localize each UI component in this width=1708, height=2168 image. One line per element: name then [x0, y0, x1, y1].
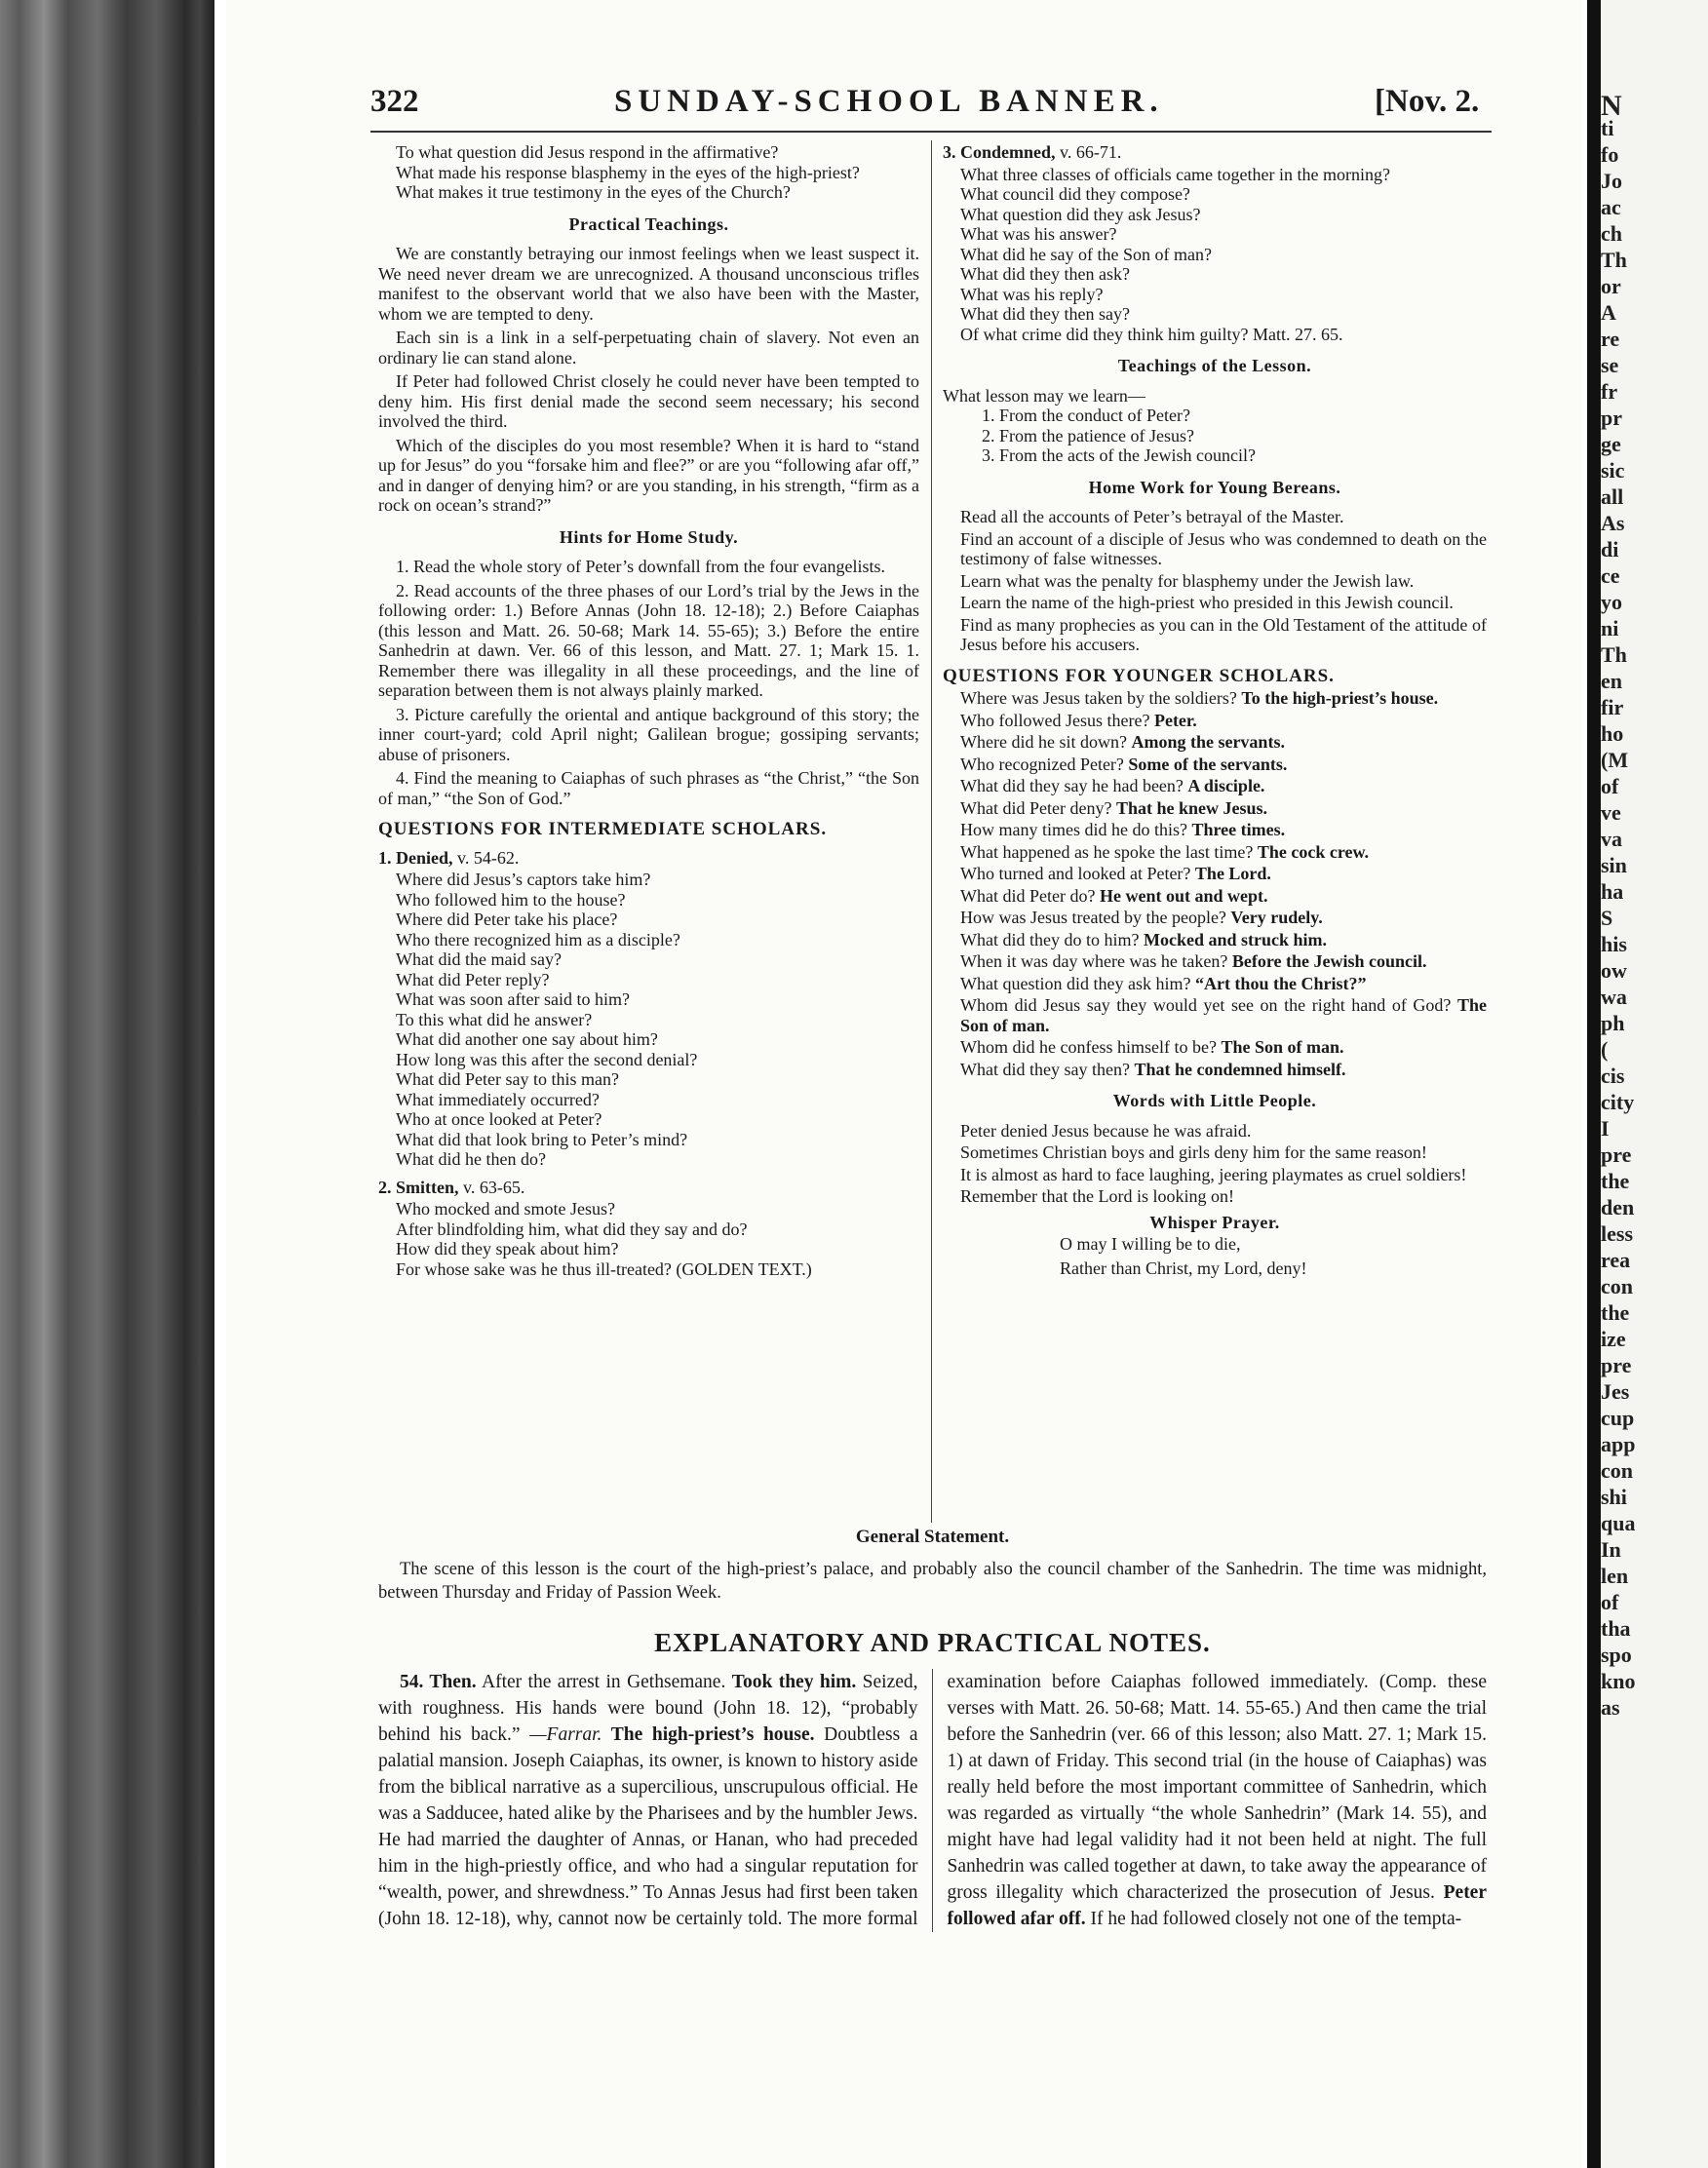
question: After blindfolding him, what did they say and do?	[396, 1219, 748, 1239]
question: What did another one say about him?	[396, 1029, 658, 1049]
adjacent-fragment: S	[1601, 906, 1613, 930]
qa-question: Where was Jesus taken by the soldiers?	[960, 688, 1242, 708]
qa-answer: Peter.	[1153, 710, 1197, 730]
right-column	[943, 142, 1487, 1282]
question: Who at once looked at Peter?	[396, 1109, 602, 1129]
adjacent-fragment: va	[1601, 827, 1622, 851]
teaching-item: 3. From the acts of the Jewish council?	[982, 445, 1256, 465]
qa-item	[943, 711, 1487, 731]
qa-question: What happened as he spoke the last time?	[960, 841, 1258, 862]
question: Of what crime did they think him guilty? Matt. 27. 65.	[960, 324, 1343, 344]
adjacent-fragment: (M	[1601, 748, 1629, 772]
qa-answer: Some of the servants.	[1128, 754, 1288, 774]
qa-question: What did Peter do?	[960, 885, 1100, 906]
adjacent-fragment: ha	[1601, 879, 1624, 904]
adjacent-fragment: len	[1601, 1564, 1629, 1588]
question: What did Peter say to this man?	[396, 1069, 619, 1089]
question: Where did Peter take his place?	[396, 910, 618, 929]
adjacent-fragment: As	[1601, 511, 1625, 535]
little-people-line: Sometimes Christian boys and girls deny him for the same reason!	[960, 1142, 1427, 1162]
qa-question: Whom did Jesus say they would yet see on the right hand of God?	[960, 995, 1457, 1015]
adjacent-fragment: sin	[1601, 853, 1627, 877]
qa-question: What did they do to him?	[960, 929, 1144, 949]
adjacent-fragment: pr	[1601, 406, 1622, 430]
adjacent-fragment: sic	[1601, 458, 1625, 483]
notes-heading: EXPLANATORY AND PRACTICAL NOTES.	[654, 1628, 1211, 1657]
qa-item	[943, 995, 1487, 1035]
adjacent-page-edge	[1601, 0, 1708, 2168]
intro-questions	[378, 142, 919, 203]
question: What council did they compose?	[960, 184, 1190, 204]
intermediate-heading: QUESTIONS FOR INTERMEDIATE SCHOLARS.	[378, 819, 828, 839]
little-people-heading: Words with Little People.	[1112, 1091, 1317, 1110]
issue-date: [Nov. 2.	[1375, 84, 1480, 119]
qa-item	[943, 974, 1487, 994]
adjacent-fragment: shi	[1601, 1485, 1627, 1509]
adjacent-fragment: kno	[1601, 1669, 1636, 1693]
adjacent-fragment: den	[1601, 1195, 1635, 1220]
header-rule	[370, 131, 1492, 133]
qa-answer: Before the Jewish council.	[1231, 951, 1427, 971]
little-people-line: It is almost as hard to face laughing, jeering playmates as cruel soldiers!	[960, 1164, 1467, 1184]
question: What three classes of officials came together in the morning?	[960, 164, 1390, 184]
section-denied: 1. Denied, v. 54-62.	[378, 847, 520, 868]
qa-item	[943, 688, 1487, 709]
adjacent-fragment: of	[1601, 774, 1619, 798]
little-people-list	[943, 1121, 1487, 1207]
question: What was soon after said to him?	[396, 989, 630, 1009]
little-people-line: Remember that the Lord is looking on!	[960, 1186, 1234, 1206]
prayer-line: O may I willing be to die,	[1060, 1234, 1241, 1254]
left-column	[378, 142, 919, 1279]
teachings-heading: Teachings of the Lesson.	[1117, 356, 1312, 375]
hint-item: 1. Read the whole story of Peter’s downfall from the four evangelists.	[396, 557, 886, 576]
homework-item: Find an account of a disciple of Jesus who was condemned to death on the testimony of false witnesses.	[960, 528, 1487, 568]
teachings-intro: What lesson may we learn—	[943, 385, 1145, 406]
question: What immediately occurred?	[396, 1089, 600, 1109]
younger-questions	[943, 688, 1487, 1079]
qa-question: What question did they ask him?	[960, 973, 1195, 993]
homework-item: Find as many prophecies as you can in the Old Testament of the attitude of Jesus before his accusers.	[960, 614, 1487, 654]
paragraph: If Peter had followed Christ closely he could never have been tempted to deny him. His first denial made the second seem necessary; his second involved the third.	[378, 371, 919, 431]
qa-item	[943, 908, 1487, 928]
question: To what question did Jesus respond in the affirmative?	[396, 142, 779, 162]
adjacent-fragment: app	[1601, 1432, 1636, 1456]
adjacent-fragment: ch	[1601, 221, 1622, 246]
column-divider	[931, 140, 932, 1523]
adjacent-fragment: as	[1601, 1695, 1620, 1720]
section-smitten: 2. Smitten, v. 63-65.	[378, 1177, 525, 1197]
homework-item: Learn what was the penalty for blasphemy under the Jewish law.	[960, 570, 1415, 591]
qa-answer: “Art thou the Christ?”	[1194, 973, 1367, 993]
adjacent-fragment: cup	[1601, 1406, 1635, 1430]
qa-item	[943, 755, 1487, 775]
qa-answer: That he knew Jesus.	[1115, 797, 1267, 818]
qa-question: Who followed Jesus there?	[960, 710, 1154, 730]
adjacent-fragment: con	[1601, 1458, 1633, 1483]
homework-item: Read all the accounts of Peter’s betrayal of the Master.	[960, 507, 1344, 526]
adjacent-fragment: ac	[1601, 195, 1621, 219]
adjacent-fragment: N	[1601, 90, 1622, 122]
adjacent-fragment: In	[1601, 1537, 1621, 1562]
qa-question: What did Peter deny?	[960, 797, 1116, 818]
qa-answer: Mocked and struck him.	[1143, 929, 1327, 949]
question: What did Peter reply?	[396, 969, 550, 989]
adjacent-fragment: cis	[1601, 1064, 1625, 1088]
general-text: The scene of this lesson is the court of the high-priest’s palace, and probably also the council chamber of the Sanhedrin. The time was midnight, between Thursday and Friday of Passion Week.	[378, 1560, 1487, 1603]
page-gutter	[1587, 0, 1601, 2168]
adjacent-fragment: less	[1601, 1221, 1633, 1246]
adjacent-fragment: qua	[1601, 1511, 1636, 1535]
denied-questions	[378, 870, 919, 1170]
adjacent-fragment: di	[1601, 537, 1619, 561]
qa-question: Where did he sit down?	[960, 732, 1132, 752]
general-statement	[378, 1527, 1487, 1605]
adjacent-fragment: pre	[1601, 1353, 1632, 1377]
question: What was his answer?	[960, 224, 1117, 244]
homework-list	[943, 507, 1487, 655]
qa-answer: To the high-priest’s house.	[1241, 688, 1439, 708]
page-number: 322	[370, 84, 419, 119]
question: What question did they ask Jesus?	[960, 204, 1201, 224]
adjacent-fragment: Jes	[1601, 1379, 1630, 1404]
adjacent-fragment: fir	[1601, 695, 1624, 719]
qa-answer: He went out and wept.	[1099, 885, 1268, 906]
adjacent-fragment: or	[1601, 274, 1621, 298]
qa-answer: The Lord.	[1194, 864, 1271, 883]
adjacent-fragment: Jo	[1601, 169, 1622, 193]
qa-item	[943, 951, 1487, 972]
hint-item: 2. Read accounts of the three phases of our Lord’s trial by the Jews in the following order: 1.) Before Annas (John 18. 12-18); 2.) Before Caiaphas (this lesson and Matt. 26. 50-68; Mark 14. 55-65); 3.) Before the entire Sanhedrin at dawn. Ver. 66 of this lesson, and Matt. 27. 1; Mark 15. 1. Remember there was illegality in all these proceedings, and the line of separation between them is not always plainly marked.	[378, 580, 919, 700]
notes-paragraph: 54. Then. After the arrest in Gethsemane. Took they him. Seized, with roughness. His hands were bound (John 18. 12), “probably behind his back.” —Farrar. The high-priest’s house. Doubtless a palatial mansion. Joseph Caiaphas, its owner, is known to history aside from the biblical narrative as a supercilious, unscrupulous official. He was a Sadducee, hated alike by the Pharisees and by the humbler Jews. He had married the daughter of Annas, or Hanan, who had preceded him in the high-priestly office, and who had a singular reputation for “wealth, power, and shrewdness.” To Annas Jesus had first been taken (John 18. 12-18), why, cannot now be certainly told. The more formal examination before Caiaphas followed immediately. (Comp. these verses with Matt. 26. 50-68; Matt. 14. 55-65.) And then came the trial before the Sanhedrin (ver. 66 of this lesson; also Matt. 27. 1; Mark 15. 1) at dawn of Friday. This second trial (in the house of Caiaphas) was really held before the most important committee of Sanhedrin, which was regarded as virtually “the whole Sanhedrin” (Mark 14. 55), and might have had legal validity had it not been held at night. The full Sanhedrin was called together at dawn, to take away the appearance of gross illegality which characterized the prosecution of Jesus. Peter followed afar off. If he had followed closely not one of the tempta-	[378, 1672, 1487, 1929]
paragraph: Which of the disciples do you most resemble? When it is hard to “stand up for Jesus” do you “forsake him and flee?” or are you “following afar off,” and in danger of denying him? or are you standing, in his strength, “firm as a rock on ocean’s strand?”	[378, 435, 919, 515]
adjacent-fragment: ce	[1601, 563, 1620, 588]
adjacent-fragment: all	[1601, 484, 1624, 509]
question: Who mocked and smote Jesus?	[396, 1199, 615, 1219]
hint-item: 4. Find the meaning to Caiaphas of such phrases as “the Christ,” “the Son of man,” “the Son of God.”	[378, 768, 919, 808]
adjacent-fragment: ize	[1601, 1327, 1626, 1351]
qa-item	[943, 886, 1487, 907]
adjacent-fragment: tha	[1601, 1616, 1631, 1641]
question: For whose sake was he thus ill-treated? (GOLDEN TEXT.)	[396, 1258, 812, 1279]
prayer-line: Rather than Christ, my Lord, deny!	[1060, 1258, 1307, 1278]
adjacent-fragment: fr	[1601, 379, 1618, 404]
younger-heading: QUESTIONS FOR YOUNGER SCHOLARS.	[943, 665, 1335, 686]
qa-question: When it was day where was he taken?	[960, 951, 1232, 971]
adjacent-fragment: con	[1601, 1274, 1633, 1298]
qa-question: What did they say he had been?	[960, 776, 1188, 795]
qa-answer: Among the servants.	[1131, 732, 1285, 752]
question: What did he then do?	[396, 1149, 546, 1169]
question: How did they speak about him?	[396, 1239, 619, 1258]
teaching-item: 2. From the patience of Jesus?	[982, 425, 1194, 445]
section-condemned: 3. Condemned, v. 66-71.	[943, 142, 1122, 162]
notes-body	[378, 1669, 1487, 1932]
question: To this what did he answer?	[396, 1009, 593, 1029]
hint-item: 3. Picture carefully the oriental and antique background of this story; the inner court-yard; cold April night; Galilean brogue; gossiping servants; abuse of prisoners.	[378, 704, 919, 764]
adjacent-fragment: I	[1601, 1116, 1610, 1141]
prayer-heading: Whisper Prayer.	[1149, 1212, 1280, 1232]
smitten-questions	[378, 1199, 919, 1279]
adjacent-fragment: ho	[1601, 721, 1624, 746]
book-spine	[0, 0, 214, 2168]
adjacent-fragment: ni	[1601, 616, 1619, 640]
qa-question: Who recognized Peter?	[960, 754, 1129, 774]
teaching-item: 1. From the conduct of Peter?	[982, 406, 1190, 425]
question: What did they then say?	[960, 304, 1130, 324]
question: Who there recognized him as a disciple?	[396, 929, 680, 949]
adjacent-fragment: spo	[1601, 1643, 1632, 1667]
question: What did he say of the Son of man?	[960, 244, 1212, 264]
question: What did that look bring to Peter’s mind?	[396, 1129, 688, 1149]
adjacent-fragment: re	[1601, 327, 1620, 351]
qa-question: How was Jesus treated by the people?	[960, 908, 1231, 927]
adjacent-fragment: city	[1601, 1090, 1635, 1114]
adjacent-fragment: Th	[1601, 248, 1627, 272]
qa-question: What did they say then?	[960, 1059, 1135, 1079]
question: What did the maid say?	[396, 949, 562, 969]
adjacent-fragment: ge	[1601, 432, 1621, 456]
qa-answer: The Son of man.	[1221, 1037, 1344, 1057]
adjacent-fragment: Th	[1601, 642, 1627, 667]
homework-heading: Home Work for Young Bereans.	[1088, 477, 1341, 497]
question: How long was this after the second denial?	[396, 1049, 698, 1069]
adjacent-fragment: yo	[1601, 590, 1622, 614]
question: Where did Jesus’s captors take him?	[396, 870, 651, 889]
general-heading: General Statement.	[855, 1527, 1010, 1547]
qa-item	[943, 930, 1487, 950]
qa-item	[943, 864, 1487, 884]
qa-question: How many times did he do this?	[960, 820, 1192, 839]
qa-item	[943, 1060, 1487, 1080]
adjacent-fragment: pre	[1601, 1142, 1632, 1167]
qa-answer: A disciple.	[1187, 776, 1265, 795]
running-title: SUNDAY-SCHOOL BANNER.	[614, 84, 1164, 119]
adjacent-fragment: the	[1601, 1300, 1630, 1325]
question: What did they then ask?	[960, 264, 1130, 284]
adjacent-fragment: ow	[1601, 958, 1627, 983]
qa-item	[943, 1037, 1487, 1058]
qa-answer: The cock crew.	[1257, 841, 1370, 862]
adjacent-fragment: en	[1601, 669, 1622, 693]
adjacent-fragment: the	[1601, 1169, 1630, 1193]
question: Who followed him to the house?	[396, 889, 626, 910]
homework-item: Learn the name of the high-priest who presided in this Jewish council.	[960, 593, 1454, 612]
paragraph: We are constantly betraying our inmost feelings when we least suspect it. We need never dream we are unrecognized. A thousand unconscious trifles manifest to the observant world that we also have been with the Master, whom we are tempted to deny.	[378, 244, 919, 324]
qa-question: Whom did he confess himself to be?	[960, 1037, 1222, 1057]
qa-item	[943, 842, 1487, 863]
adjacent-fragment: A	[1601, 300, 1616, 325]
adjacent-fragment: of	[1601, 1590, 1619, 1614]
qa-answer: The Son of man.	[960, 995, 1487, 1035]
question: What made his response blasphemy in the eyes of the high-priest?	[396, 162, 860, 182]
question: What makes it true testimony in the eyes of the Church?	[396, 182, 791, 202]
qa-item	[943, 732, 1487, 753]
adjacent-fragment: his	[1601, 932, 1627, 956]
hints-heading: Hints for Home Study.	[559, 526, 739, 547]
adjacent-fragment: rea	[1601, 1248, 1631, 1272]
adjacent-fragment: ti	[1601, 116, 1614, 140]
adjacent-fragment: (	[1601, 1037, 1609, 1062]
condemned-questions	[943, 165, 1487, 345]
paragraph: Each sin is a link in a self-perpetuating chain of slavery. Not even an ordinary lie can stand alone.	[378, 328, 919, 368]
qa-answer: Three times.	[1191, 820, 1286, 839]
qa-item	[943, 776, 1487, 796]
question: What was his reply?	[960, 284, 1104, 304]
qa-answer: Very rudely.	[1230, 908, 1323, 927]
qa-item	[943, 798, 1487, 819]
adjacent-fragment: ph	[1601, 1011, 1625, 1035]
adjacent-fragment: se	[1601, 353, 1619, 377]
adjacent-fragment: wa	[1601, 985, 1627, 1009]
teachings-list	[943, 406, 1487, 466]
adjacent-fragment: ve	[1601, 800, 1621, 825]
qa-answer: That he condemned himself.	[1134, 1059, 1346, 1079]
little-people-line: Peter denied Jesus because he was afraid.	[960, 1120, 1252, 1141]
qa-question: Who turned and looked at Peter?	[960, 864, 1195, 883]
qa-item	[943, 820, 1487, 840]
practical-teachings-heading: Practical Teachings.	[568, 213, 729, 234]
adjacent-fragment: fo	[1601, 142, 1619, 167]
